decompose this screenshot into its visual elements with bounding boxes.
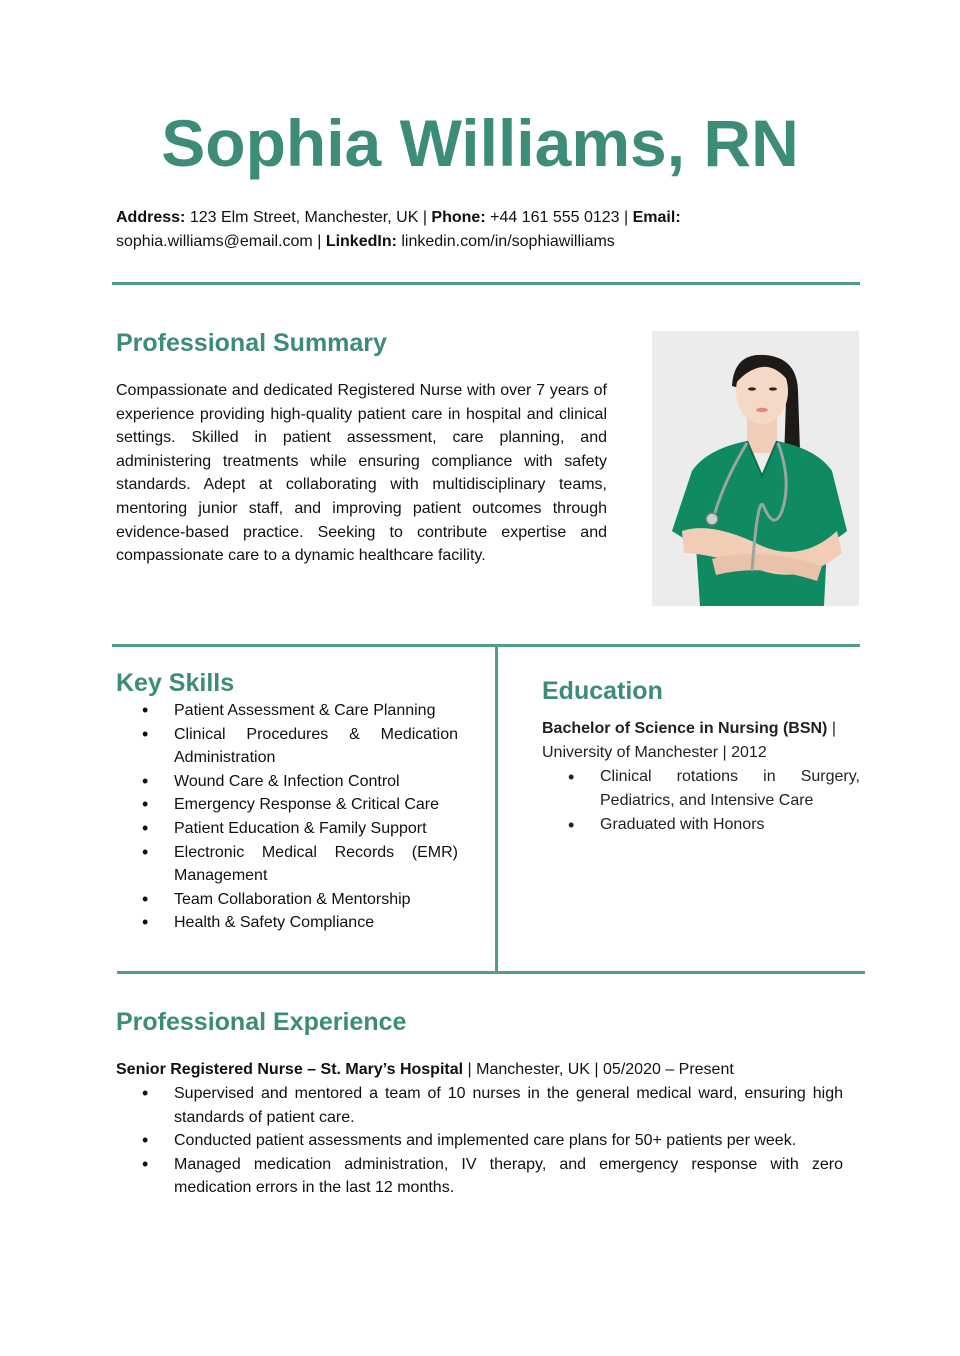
- candidate-name: Sophia Williams, RN: [161, 106, 799, 180]
- job-bullet: • Conducted patient assessments and implemented care plans for 50+ patients per week.: [116, 1129, 843, 1153]
- profile-photo: [652, 331, 859, 606]
- job-bullet: • Managed medication administration, IV therapy, and emergency response with zero medication errors in the last 12 months.: [116, 1153, 843, 1200]
- skill-item: • Electronic Medical Records (EMR) Management: [116, 841, 458, 888]
- skills-list: [116, 699, 458, 935]
- address-label: Address:: [116, 209, 186, 226]
- job-dates: 05/2020 – Present: [603, 1060, 734, 1078]
- skill-item: • Patient Education & Family Support: [116, 817, 458, 841]
- degree-name: Bachelor of Science in Nursing (BSN): [542, 720, 828, 737]
- job-bullet: • Supervised and mentored a team of 10 nurses in the general medical ward, ensuring high standards of patient care.: [116, 1082, 843, 1129]
- job-bullets: [116, 1082, 843, 1200]
- summary-text: Compassionate and dedicated Registered Nurse with over 7 years of experience providing high-quality patient care in hospital and clinical settings. Skilled in patient assessment, care planning, and administering treatments while ensuring compliance with safety standards. Adept at collaborating with multidisciplinary teams, mentoring junior staff, and improving patient outcomes through evidence-based practice. Seeking to contribute expertise and compassionate care to a dynamic healthcare facility.: [116, 382, 607, 565]
- skill-item: • Patient Assessment & Care Planning: [116, 699, 458, 723]
- graduation-year: 2012: [731, 744, 767, 761]
- linkedin-value[interactable]: linkedin.com/in/sophiawilliams: [401, 233, 615, 250]
- summary-heading: Professional Summary: [116, 329, 387, 357]
- separator: |: [317, 233, 322, 250]
- education-list: [542, 765, 860, 837]
- school-name: University of Manchester: [542, 744, 719, 761]
- skill-item: • Clinical Procedures & Medication Administration: [116, 723, 458, 770]
- job-header: [116, 1058, 856, 1082]
- education-item: • Clinical rotations in Surgery, Pediatrics, and Intensive Care: [542, 765, 860, 813]
- profile-photo-icon: [652, 331, 859, 606]
- separator: |: [422, 209, 427, 226]
- separator: |: [594, 1060, 599, 1078]
- skills-column: [112, 647, 498, 971]
- skills-heading: Key Skills: [116, 669, 235, 697]
- education-column: [498, 647, 860, 971]
- skill-item: • Team Collaboration & Mentorship: [116, 888, 458, 912]
- summary-column: [116, 315, 607, 568]
- education-heading: Education: [542, 677, 663, 705]
- linkedin-label: LinkedIn:: [325, 233, 397, 250]
- summary-section: [116, 315, 860, 606]
- phone-label: Phone:: [431, 209, 486, 226]
- experience-heading: Professional Experience: [116, 1007, 407, 1036]
- separator: |: [467, 1060, 472, 1078]
- email-value[interactable]: sophia.williams@email.com: [116, 233, 313, 250]
- separator: |: [722, 744, 727, 761]
- skills-education-section: [112, 647, 860, 971]
- skill-item: • Emergency Response & Critical Care: [116, 793, 458, 817]
- education-degree-line: [542, 717, 860, 765]
- job-location: Manchester, UK: [476, 1060, 590, 1078]
- skills-divider: [117, 971, 865, 974]
- job-role: Senior Registered Nurse – St. Mary’s Hospital: [116, 1060, 464, 1078]
- address-value: 123 Elm Street, Manchester, UK: [189, 209, 419, 226]
- education-item: • Graduated with Honors: [542, 813, 860, 837]
- separator: |: [624, 209, 629, 226]
- skill-item: • Wound Care & Infection Control: [116, 770, 458, 794]
- email-label: Email:: [632, 209, 681, 226]
- skill-item: • Health & Safety Compliance: [116, 911, 458, 935]
- header-divider: [112, 282, 860, 285]
- separator: |: [831, 720, 836, 737]
- phone-value: +44 161 555 0123: [490, 209, 620, 226]
- contact-info: [116, 206, 860, 254]
